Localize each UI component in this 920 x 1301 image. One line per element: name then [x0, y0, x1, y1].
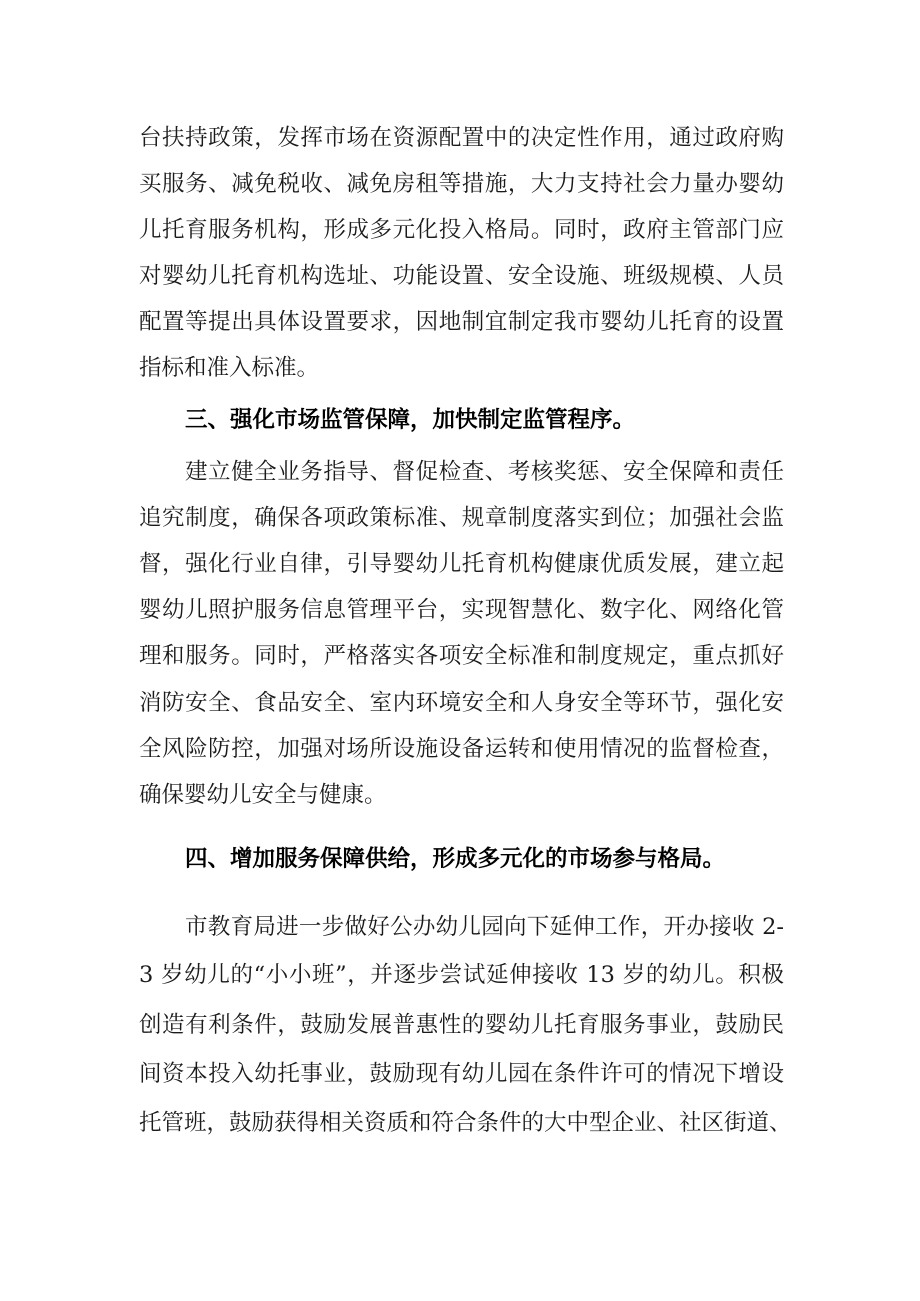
para2-line-5: 理和服务。同时，严格落实各项安全标准和制度规定，重点抓好 — [139, 643, 784, 669]
para3-line-5: 托管班，鼓励获得相关资质和符合条件的大中型企业、社区街道、 — [139, 1110, 792, 1136]
para2-line-4: 婴幼儿照护服务信息管理平台，实现智慧化、数字化、网络化管 — [139, 597, 784, 623]
para3-line-4: 间资本投入幼托事业，鼓励现有幼儿园在条件许可的情况下增设 — [139, 1061, 784, 1087]
para1-line-4: 对婴幼儿托育机构选址、功能设置、安全设施、班级规模、人员 — [139, 263, 784, 289]
section-heading-4: 四、增加服务保障供给，形成多元化的市场参与格局。 — [185, 846, 726, 872]
para1-line-1: 台扶持政策，发挥市场在资源配置中的决定性作用，通过政府购 — [139, 125, 784, 151]
para3-line-2: 3 岁幼儿的“小小班”，并逐步尝试延伸接收 13 岁的幼儿。积极 — [139, 962, 784, 988]
para1-line-3: 儿托育服务机构，形成多元化投入格局。同时，政府主管部门应 — [139, 217, 784, 243]
para2-line-3: 督，强化行业自律，引导婴幼儿托育机构健康优质发展，建立起 — [139, 551, 784, 577]
para2-line-2: 追究制度，确保各项政策标准、规章制度落实到位；加强社会监 — [139, 505, 784, 531]
para3-line-1: 市教育局进一步做好公办幼儿园向下延伸工作，开办接收 2- — [185, 914, 784, 940]
para2-line-7: 全风险防控，加强对场所设施设备运转和使用情况的监督检查， — [139, 736, 784, 762]
para1-line-6: 指标和准入标准。 — [139, 355, 320, 381]
section-heading-3: 三、强化市场监管保障，加快制定监管程序。 — [185, 407, 636, 433]
para3-line-3: 创造有利条件，鼓励发展普惠性的婴幼儿托育服务事业，鼓励民 — [139, 1012, 784, 1038]
para1-line-2: 买服务、减免税收、减免房租等措施，大力支持社会力量办婴幼 — [139, 171, 784, 197]
para2-line-8: 确保婴幼儿安全与健康。 — [139, 782, 387, 808]
para2-line-6: 消防安全、食品安全、室内环境安全和人身安全等环节，强化安 — [139, 690, 784, 716]
para2-line-1: 建立健全业务指导、督促检查、考核奖惩、安全保障和责任 — [185, 459, 784, 485]
para1-line-5: 配置等提出具体设置要求，因地制宜制定我市婴幼儿托育的设置 — [139, 309, 784, 335]
